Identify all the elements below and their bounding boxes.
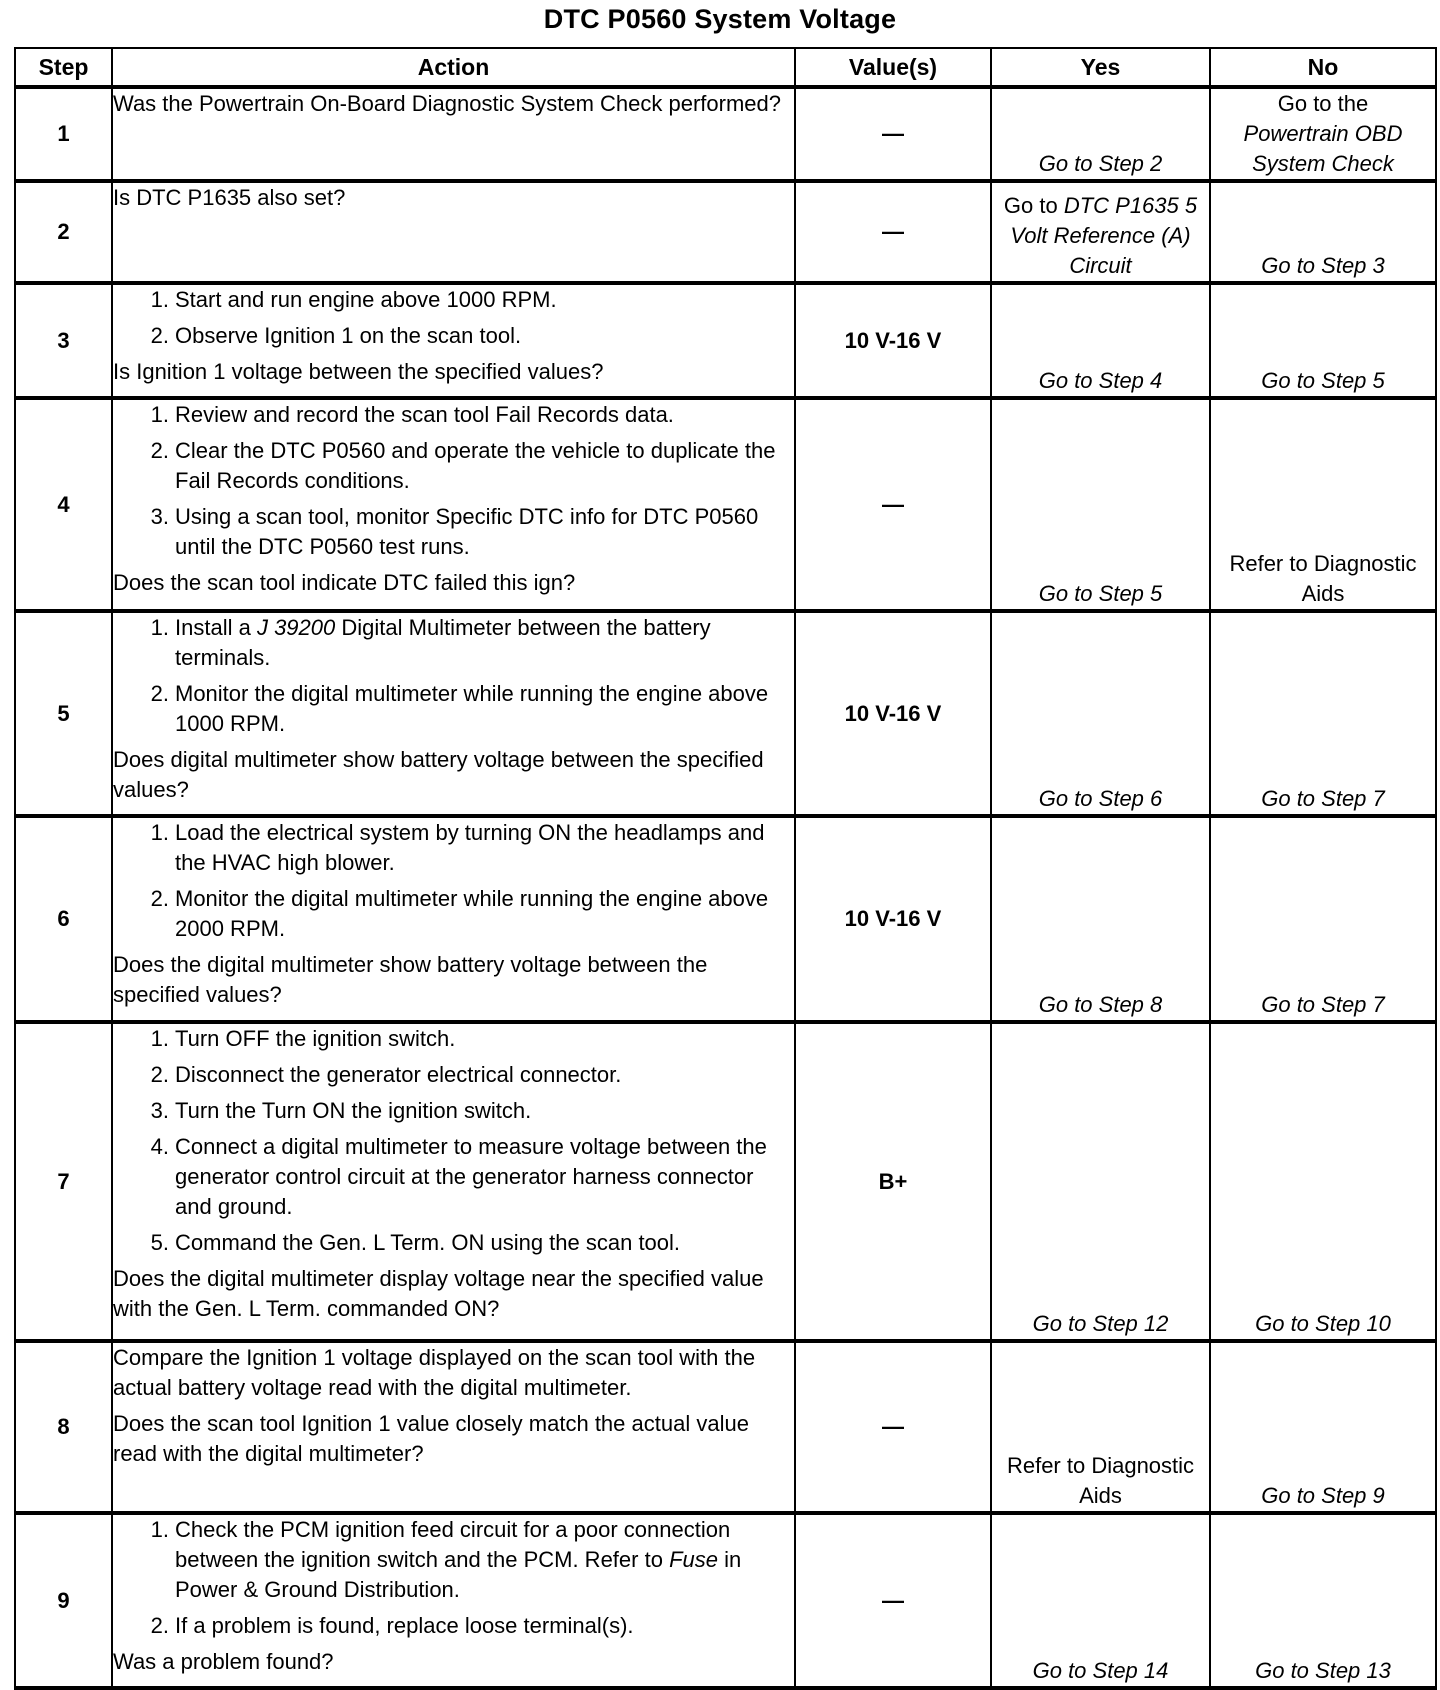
action-cell: [112, 1513, 795, 1688]
no-cell: [1210, 398, 1436, 611]
yes-reference: Refer to Diagnostic Aids: [1006, 1453, 1195, 1508]
action-cell: [112, 87, 795, 181]
header-no: No: [1210, 48, 1436, 87]
action-question: Was a problem found?: [113, 1649, 334, 1674]
value-cell: —: [795, 1341, 991, 1513]
value-cell: B+: [795, 1022, 991, 1341]
step-number: 2: [15, 181, 112, 283]
action-question: Is Ignition 1 voltage between the specified values?: [113, 359, 604, 384]
table-row: [15, 611, 1436, 816]
step-number: 4: [15, 398, 112, 611]
step-number: 9: [15, 1513, 112, 1688]
no-goto: Go to Step 10: [1255, 1311, 1391, 1336]
header-row: [15, 48, 1436, 87]
action-question: Does the scan tool Ignition 1 value closely match the actual value read with the digital multimeter?: [113, 1411, 749, 1466]
step-number: 3: [15, 283, 112, 398]
action-item: 3. Turn the Turn ON the ignition switch.: [150, 1098, 532, 1123]
table-row: [15, 398, 1436, 611]
action-item: 1. Start and run engine above 1000 RPM.: [150, 287, 557, 312]
yes-prefix: Go to: [1003, 193, 1058, 218]
yes-cell: [991, 181, 1210, 283]
yes-goto: Go to Step 6: [1038, 786, 1163, 811]
action-text: Is DTC P1635 also set?: [113, 185, 346, 210]
action-cell: [112, 283, 795, 398]
action-item: 3. Using a scan tool, monitor Specific DTC info for DTC P0560 until the DTC P0560 test runs.: [150, 504, 759, 559]
action-item: 2. Monitor the digital multimeter while running the engine above 1000 RPM.: [150, 681, 769, 736]
action-text: Was the Powertrain On-Board Diagnostic System Check performed?: [113, 91, 782, 116]
table-row: [15, 87, 1436, 181]
table-row: [15, 181, 1436, 283]
yes-cell: [991, 611, 1210, 816]
no-cell: [1210, 816, 1436, 1022]
yes-cell: [991, 1022, 1210, 1341]
no-cell: [1210, 1341, 1436, 1513]
action-item: 5. Command the Gen. L Term. ON using the scan tool.: [150, 1230, 681, 1255]
no-cell: [1210, 283, 1436, 398]
no-cell: [1210, 87, 1436, 181]
yes-goto: Go to Step 12: [1032, 1311, 1169, 1336]
table-row: [15, 1022, 1436, 1341]
action-question: Does the scan tool indicate DTC failed this ign?: [113, 570, 576, 595]
no-reference: Powertrain OBD System Check: [1243, 121, 1403, 176]
action-cell: [112, 1022, 795, 1341]
action-question: Does digital multimeter show battery voltage between the specified values?: [113, 747, 764, 802]
yes-cell: [991, 1341, 1210, 1513]
action-item: 1. Load the electrical system by turning ON the headlamps and the HVAC high blower.: [150, 820, 765, 875]
action-question: Does the digital multimeter show battery voltage between the specified values?: [113, 952, 708, 1007]
action-cell: [112, 611, 795, 816]
value-cell: —: [795, 181, 991, 283]
yes-goto: Go to Step 4: [1038, 368, 1163, 393]
page-title: DTC P0560 System Voltage: [543, 4, 897, 34]
action-cell: [112, 816, 795, 1022]
action-item: 1. Check the PCM ignition feed circuit for a poor connection between the ignition switch and the PCM. Refer to Fuse in Power & Ground Distribution.: [150, 1517, 742, 1602]
yes-goto: Go to Step 5: [1038, 581, 1163, 606]
step-number: 5: [15, 611, 112, 816]
value-cell: 10 V-16 V: [795, 283, 991, 398]
step-number: 8: [15, 1341, 112, 1513]
action-item: 1. Turn OFF the ignition switch.: [150, 1026, 456, 1051]
action-item: 2. Clear the DTC P0560 and operate the vehicle to duplicate the Fail Records conditions.: [150, 438, 776, 493]
action-item: 1. Install a J 39200 Digital Multimeter between the battery terminals.: [150, 615, 711, 670]
no-goto: Go to Step 7: [1261, 992, 1385, 1017]
value-cell: —: [795, 398, 991, 611]
no-goto: Go to Step 7: [1261, 786, 1385, 811]
yes-cell: [991, 87, 1210, 181]
no-goto: Go to Step 3: [1261, 253, 1385, 278]
action-item: 2. Observe Ignition 1 on the scan tool.: [150, 323, 522, 348]
table-row: [15, 1513, 1436, 1688]
action-text: Compare the Ignition 1 voltage displayed on the scan tool with the actual battery voltage read with the digital multimeter.: [113, 1345, 756, 1400]
action-item: 2. Monitor the digital multimeter while running the engine above 2000 RPM.: [150, 886, 769, 941]
header-step: Step: [15, 48, 112, 87]
value-cell: 10 V-16 V: [795, 816, 991, 1022]
yes-goto: Go to Step 14: [1032, 1658, 1169, 1683]
step-number: 1: [15, 87, 112, 181]
action-item: 4. Connect a digital multimeter to measure voltage between the generator control circuit at the generator harness connector and ground.: [150, 1134, 767, 1219]
yes-cell: [991, 816, 1210, 1022]
no-cell: [1210, 1022, 1436, 1341]
no-prefix: Go to the: [1277, 91, 1369, 116]
no-cell: [1210, 1513, 1436, 1688]
yes-reference: DTC P1635 5 Volt Reference (A) Circuit: [1010, 193, 1198, 278]
action-cell: [112, 181, 795, 283]
step-number: 7: [15, 1022, 112, 1341]
table-row: [15, 1341, 1436, 1513]
step-number: 6: [15, 816, 112, 1022]
no-goto: Go to Step 9: [1261, 1483, 1385, 1508]
action-cell: [112, 1341, 795, 1513]
action-item: 1. Review and record the scan tool Fail Records data.: [150, 402, 674, 427]
no-goto: Go to Step 5: [1261, 368, 1385, 393]
header-yes: Yes: [991, 48, 1210, 87]
no-cell: [1210, 181, 1436, 283]
header-action: Action: [112, 48, 795, 87]
value-cell: —: [795, 87, 991, 181]
action-item: 2. Disconnect the generator electrical connector.: [150, 1062, 622, 1087]
table-row: [15, 816, 1436, 1022]
yes-goto: Go to Step 2: [1038, 151, 1163, 176]
yes-goto: Go to Step 8: [1038, 992, 1163, 1017]
action-cell: [112, 398, 795, 611]
no-reference: Refer to Diagnostic Aids: [1229, 551, 1417, 606]
yes-cell: [991, 283, 1210, 398]
value-cell: —: [795, 1513, 991, 1688]
yes-cell: [991, 1513, 1210, 1688]
yes-cell: [991, 398, 1210, 611]
table-row: [15, 283, 1436, 398]
value-cell: 10 V-16 V: [795, 611, 991, 816]
no-goto: Go to Step 13: [1255, 1658, 1391, 1683]
no-cell: [1210, 611, 1436, 816]
action-item: 2. If a problem is found, replace loose terminal(s).: [150, 1613, 634, 1638]
diagnostic-table: [14, 47, 1437, 1690]
action-question: Does the digital multimeter display voltage near the specified value with the Gen. L Term. commanded ON?: [113, 1266, 764, 1321]
header-values: Value(s): [795, 48, 991, 87]
